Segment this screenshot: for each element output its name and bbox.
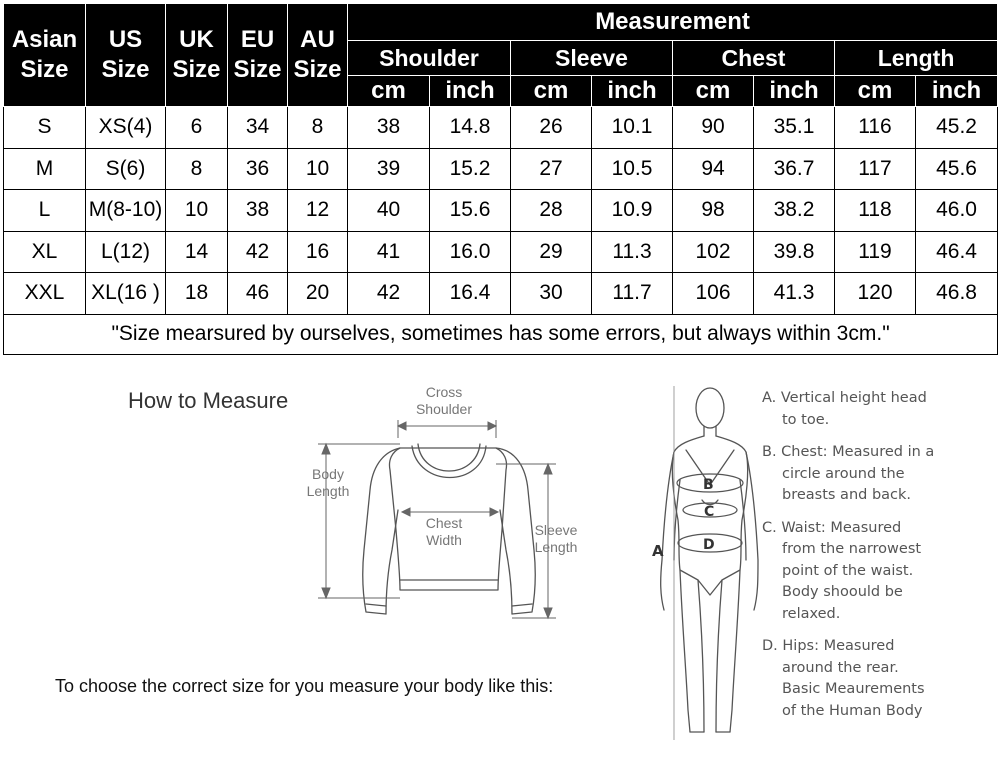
header-length: Length (835, 41, 998, 76)
header-unit: inch (592, 76, 673, 107)
table-cell: 16.0 (430, 231, 511, 273)
table-row (4, 273, 998, 315)
table-cell: 45.2 (916, 107, 998, 149)
table-cell: 26 (511, 107, 592, 149)
table-cell: 39 (348, 148, 430, 190)
note-a: A. Vertical height head to toe. (762, 390, 927, 428)
table-cell: 38 (228, 190, 288, 232)
table-cell: 16 (288, 231, 348, 273)
table-cell: 12 (288, 190, 348, 232)
header-asian-size: Asian Size (4, 4, 86, 107)
table-body (4, 107, 998, 355)
table-cell: 15.6 (430, 190, 511, 232)
table-cell: 120 (835, 273, 916, 315)
note-c: C. Waist: Measured from the narrowest point of the waist. Body shoould be relaxed. (762, 519, 922, 622)
table-row (4, 231, 998, 273)
table-cell: 42 (348, 273, 430, 315)
table-cell: 117 (835, 148, 916, 190)
table-cell: 10 (166, 190, 228, 232)
header-unit: cm (348, 76, 430, 107)
size-chart-table (3, 3, 998, 355)
table-cell: 8 (288, 107, 348, 149)
header-chest: Chest (673, 41, 835, 76)
table-cell: 94 (673, 148, 754, 190)
table-cell: 46 (228, 273, 288, 315)
table-cell: 41.3 (754, 273, 835, 315)
table-cell: 42 (228, 231, 288, 273)
chest-width-label: Chest Width (425, 515, 463, 548)
note-b: B. Chest: Measured in a circle around the breasts and back. (762, 444, 935, 503)
table-cell: L (4, 190, 86, 232)
body-figure (640, 380, 760, 760)
table-cell: L(12) (86, 231, 166, 273)
table-cell: 16.4 (430, 273, 511, 315)
table-cell: S (4, 107, 86, 149)
note-d: D. Hips: Measured around the rear. Basic Meaurements of the Human Body (762, 638, 925, 719)
table-cell: 15.2 (430, 148, 511, 190)
table-cell: 36 (228, 148, 288, 190)
table-cell: S(6) (86, 148, 166, 190)
table-cell: 38.2 (754, 190, 835, 232)
table-cell: 38 (348, 107, 430, 149)
table-cell: 10.5 (592, 148, 673, 190)
how-to-measure-title: How to Measure (128, 388, 289, 413)
header-eu-size: EU Size (228, 4, 288, 107)
table-cell: 11.3 (592, 231, 673, 273)
figure-letter-c: C (704, 504, 715, 520)
table-cell: 35.1 (754, 107, 835, 149)
header-uk-size: UK Size (166, 4, 228, 107)
figure-letter-d: D (703, 537, 715, 553)
table-cell: 6 (166, 107, 228, 149)
table-row (4, 190, 998, 232)
header-sleeve: Sleeve (511, 41, 673, 76)
cross-shoulder-label: Cross Shoulder (415, 384, 473, 417)
table-cell: XL(16 ) (86, 273, 166, 315)
table-cell: 14.8 (430, 107, 511, 149)
table-cell: 14 (166, 231, 228, 273)
table-cell: 20 (288, 273, 348, 315)
header-unit: cm (511, 76, 592, 107)
table-cell: XXL (4, 273, 86, 315)
measurement-notes (762, 388, 992, 733)
table-cell: 27 (511, 148, 592, 190)
table-cell: 90 (673, 107, 754, 149)
table-cell: M (4, 148, 86, 190)
table-header (4, 4, 998, 107)
table-cell: 118 (835, 190, 916, 232)
table-note-row (4, 314, 998, 355)
table-cell: 46.0 (916, 190, 998, 232)
table-cell: 29 (511, 231, 592, 273)
table-cell: 36.7 (754, 148, 835, 190)
table-cell: XS(4) (86, 107, 166, 149)
table-cell: 11.7 (592, 273, 673, 315)
header-unit: inch (754, 76, 835, 107)
header-unit: inch (430, 76, 511, 107)
table-cell: 46.4 (916, 231, 998, 273)
header-shoulder: Shoulder (348, 41, 511, 76)
body-length-label: Body Length (306, 466, 350, 499)
table-row (4, 148, 998, 190)
table-cell: 102 (673, 231, 754, 273)
header-au-size: AU Size (288, 4, 348, 107)
table-row (4, 107, 998, 149)
header-us-size: US Size (86, 4, 166, 107)
table-cell: 34 (228, 107, 288, 149)
table-cell: 98 (673, 190, 754, 232)
table-cell: M(8-10) (86, 190, 166, 232)
table-cell: 45.6 (916, 148, 998, 190)
measurement-note: "Size mearsured by ourselves, sometimes has some errors, but always within 3cm." (4, 314, 998, 355)
instruction-text: To choose the correct size for you measure your body like this: (55, 676, 554, 696)
table-cell: 41 (348, 231, 430, 273)
header-unit: cm (835, 76, 916, 107)
header-unit: inch (916, 76, 998, 107)
table-cell: 40 (348, 190, 430, 232)
table-cell: 10 (288, 148, 348, 190)
table-cell: 10.9 (592, 190, 673, 232)
table-cell: 8 (166, 148, 228, 190)
sleeve-length-label: Sleeve Length (534, 522, 578, 555)
sweater-left-sleeve (363, 448, 400, 614)
header-measurement: Measurement (348, 4, 998, 41)
table-cell: 39.8 (754, 231, 835, 273)
figure-head (696, 388, 724, 428)
figure-letter-a: A (652, 542, 664, 560)
table-cell: 116 (835, 107, 916, 149)
header-unit: cm (673, 76, 754, 107)
table-cell: 18 (166, 273, 228, 315)
table-cell: 106 (673, 273, 754, 315)
table-cell: 10.1 (592, 107, 673, 149)
table-cell: 46.8 (916, 273, 998, 315)
table-cell: 30 (511, 273, 592, 315)
table-cell: 28 (511, 190, 592, 232)
figure-letter-b: B (703, 477, 714, 493)
table-cell: 119 (835, 231, 916, 273)
table-cell: XL (4, 231, 86, 273)
